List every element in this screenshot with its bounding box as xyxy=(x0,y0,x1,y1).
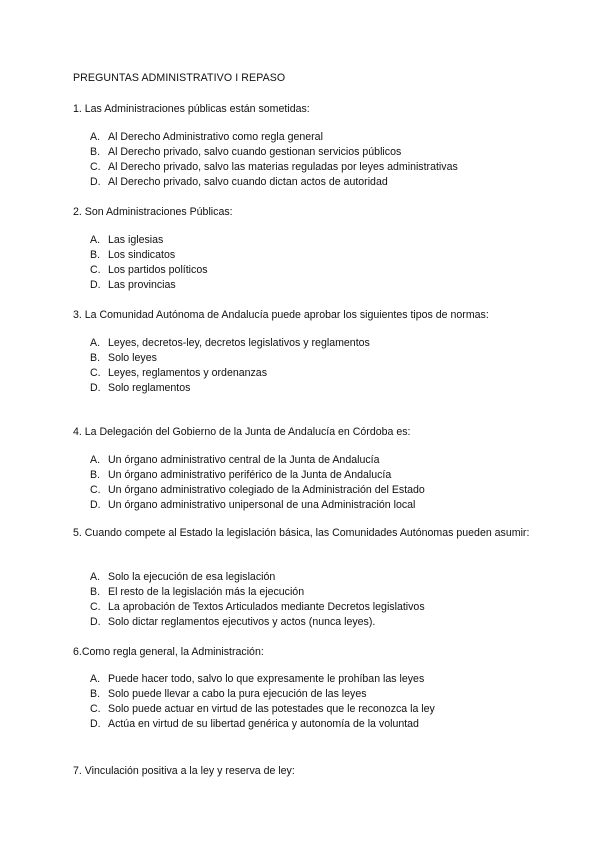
option-5a: A. Solo la ejecución de esa legislación xyxy=(90,571,276,583)
option-6c: C. Solo puede actuar en virtud de las potestades que le reconozca la ley xyxy=(90,703,435,715)
question-7: 7. Vinculación positiva a la ley y reserva de ley: xyxy=(73,765,295,777)
option-2a: A. Las iglesias xyxy=(90,234,164,246)
option-5d: D. Solo dictar reglamentos ejecutivos y actos (nunca leyes). xyxy=(90,616,376,628)
question-5-options xyxy=(90,570,425,630)
option-1a: A. Al Derecho Administrativo como regla general xyxy=(90,131,323,143)
question-2-options xyxy=(90,233,208,293)
option-3a: A. Leyes, decretos-ley, decretos legislativos y reglamentos xyxy=(90,337,370,349)
option-2b: B. Los sindicatos xyxy=(90,249,176,261)
option-4d: D. Un órgano administrativo unipersonal de una Administración local xyxy=(90,499,416,511)
option-1d: D. Al Derecho privado, salvo cuando dictan actos de autoridad xyxy=(90,176,388,188)
option-4a: A. Un órgano administrativo central de la Junta de Andalucía xyxy=(90,454,380,466)
option-5c: C. La aprobación de Textos Articulados mediante Decretos legislativos xyxy=(90,601,425,613)
question-6-options xyxy=(90,672,435,732)
question-1: 1. Las Administraciones públicas están sometidas: xyxy=(73,103,310,115)
option-4c: C. Un órgano administrativo colegiado de la Administración del Estado xyxy=(90,484,425,496)
option-3d: D. Solo reglamentos xyxy=(90,382,191,394)
question-4: 4. La Delegación del Gobierno de la Junta de Andalucía en Córdoba es: xyxy=(73,426,411,438)
option-1c: C. Al Derecho privado, salvo las materias reguladas por leyes administrativas xyxy=(90,161,458,173)
document-title: PREGUNTAS ADMINISTRATIVO I REPASO xyxy=(73,72,286,84)
option-5b: B. El resto de la legislación más la ejecución xyxy=(90,586,305,598)
option-3c: C. Leyes, reglamentos y ordenanzas xyxy=(90,367,267,379)
option-1b: B. Al Derecho privado, salvo cuando gestionan servicios públicos xyxy=(90,146,402,158)
question-6: 6.Como regla general, la Administración: xyxy=(73,646,264,658)
option-3b: B. Solo leyes xyxy=(90,352,157,364)
question-3: 3. La Comunidad Autónoma de Andalucía puede aprobar los siguientes tipos de normas: xyxy=(73,309,489,321)
option-6b: B. Solo puede llevar a cabo la pura ejecución de las leyes xyxy=(90,688,367,700)
question-5: 5. Cuando compete al Estado la legislación básica, las Comunidades Autónomas pueden asumir: xyxy=(73,527,530,539)
question-1-options xyxy=(90,130,458,190)
option-2d: D. Las provincias xyxy=(90,279,176,291)
option-4b: B. Un órgano administrativo periférico de la Junta de Andalucía xyxy=(90,469,392,481)
option-6a: A. Puede hacer todo, salvo lo que expresamente le prohíban las leyes xyxy=(90,673,425,685)
option-6d: D. Actúa en virtud de su libertad genérica y autonomía de la voluntad xyxy=(90,718,419,730)
question-4-options xyxy=(90,453,425,513)
question-3-options xyxy=(90,336,370,396)
option-2c: C. Los partidos políticos xyxy=(90,264,208,276)
question-2: 2. Son Administraciones Públicas: xyxy=(73,206,233,218)
